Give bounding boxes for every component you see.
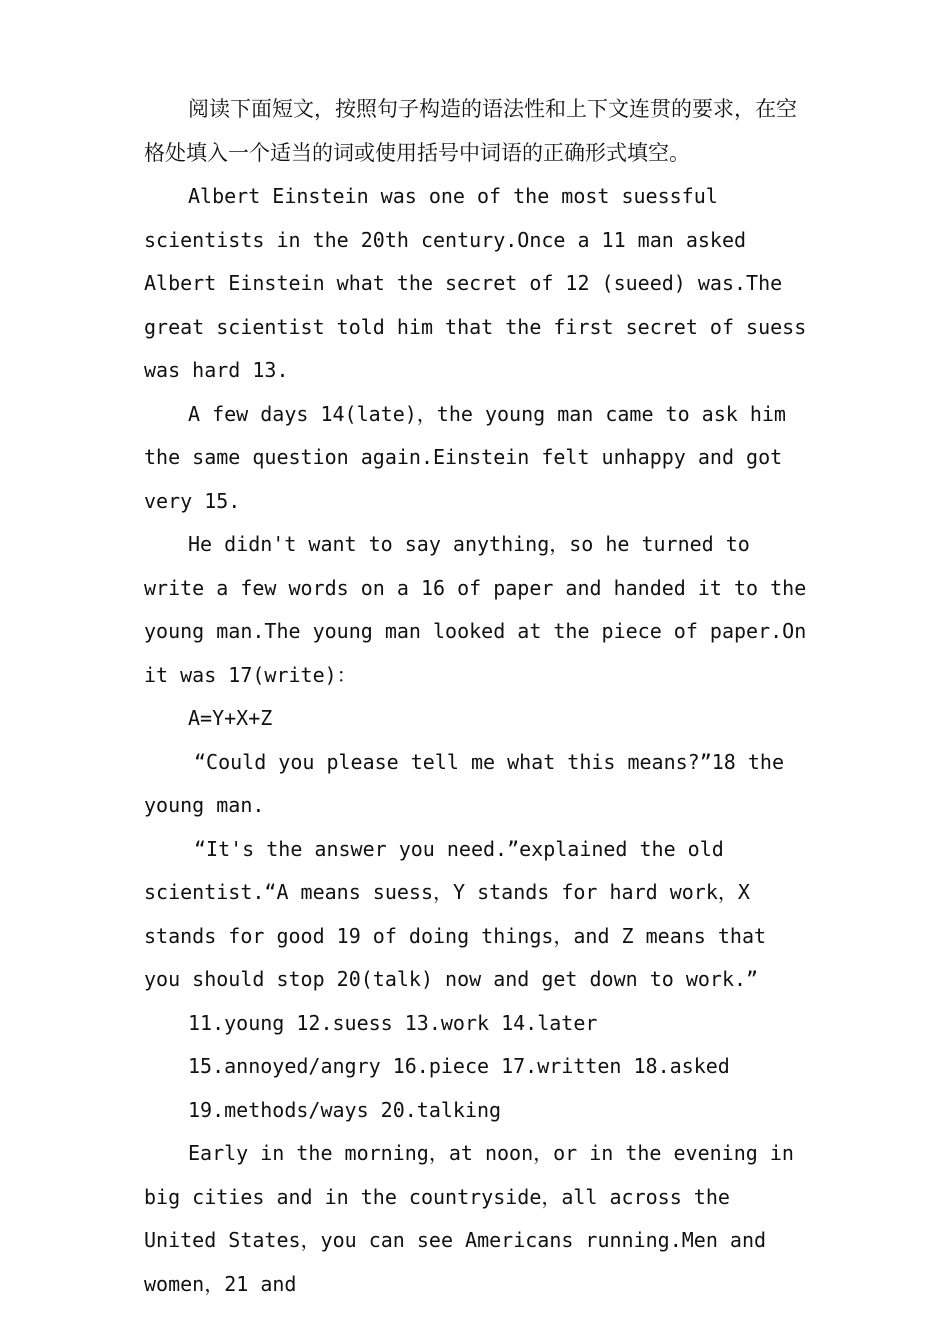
passage-paragraph-3: He didn't want to say anything，so he turned to write a few words on a 16 of paper and handed it to the young man.The young man looked at the piece of paper.On it was 17(write)： bbox=[144, 532, 807, 687]
passage-paragraph-4: “Could you please tell me what this means?”18 the young man. bbox=[144, 749, 785, 817]
answer-line-2: 15.annoyed/angry 16.piece 17.written 18.asked bbox=[188, 1054, 730, 1078]
document-body bbox=[144, 88, 808, 1306]
equation-line: A=Y+X+Z bbox=[188, 706, 273, 730]
passage-paragraph-5: “It's the answer you need.”explained the old scientist.“A means suess，Y stands for hard work，X stands for good 19 of doing things，and Z means that you should stop 20(talk) now and get down to work.” bbox=[144, 836, 767, 991]
answer-line-3: 19.methods/ways 20.talking bbox=[188, 1097, 502, 1122]
passage-paragraph-6: Early in the morning，at noon，or in the evening in big cities and in the countryside，all across the United States，you can see Americans running.Men and women，21 and bbox=[144, 1141, 794, 1296]
passage-paragraph-1: Albert Einstein was one of the most suessful scientists in the 20th century.Once a 11 man asked Albert Einstein what the secret of 12 (sueed) was.The great scientist told him that the first secret of suess was hard 13. bbox=[144, 184, 807, 382]
passage-paragraph-2: A few days 14(late)，the young man came to ask him the same question again.Einstein felt unhappy and got very 15. bbox=[144, 401, 786, 513]
instruction-paragraph: 阅读下面短文，按照句子构造的语法性和上下文连贯的要求，在空格处填入一个适当的词或使用括号中词语的正确形式填空。 bbox=[144, 97, 797, 165]
answer-line-1: 11.young 12.suess 13.work 14.later bbox=[188, 1010, 598, 1035]
